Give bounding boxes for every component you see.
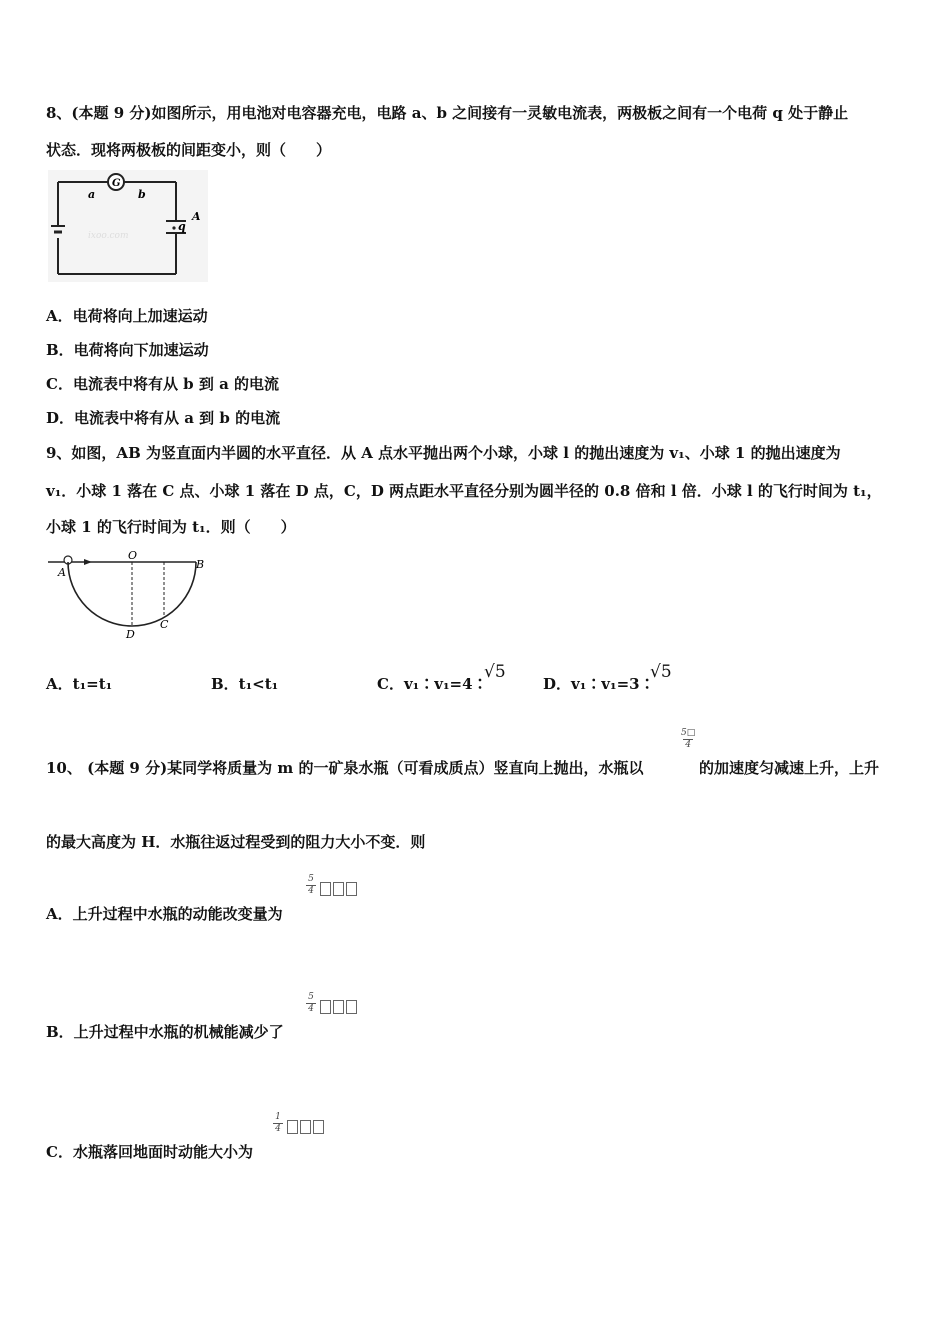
label-O: O xyxy=(128,549,138,562)
q9-stem-line2: v₁．小球 1 落在 C 点、小球 1 落在 D 点，C，D 两点距水平直径分别为圆半径的 0.8 倍和 l 倍．小球 l 的飞行时间为 t₁， xyxy=(46,482,882,500)
q10-option-a: A．上升过程中水瓶的动能改变量为 xyxy=(46,905,283,923)
q10-option-c-fraction xyxy=(273,1112,283,1135)
q10-option-b-den: 4 xyxy=(308,1004,314,1014)
q9-stem-line1: 9、如图，AB 为竖直面内半圆的水平直径．从 A 点水平抛出两个小球，小球 l 的抛出速度为 v₁、小球 1 的抛出速度为 xyxy=(46,444,841,462)
q10-option-c-num: 1 xyxy=(275,1112,281,1122)
q10-option-c: C．水瓶落回地面时动能大小为 xyxy=(46,1143,253,1161)
q10-option-c-placeholder xyxy=(285,1116,324,1135)
label-D: D xyxy=(126,628,135,641)
q8-option-c: C．电流表中将有从 b 到 a 的电流 xyxy=(46,375,280,393)
q8-option-b: B．电荷将向下加速运动 xyxy=(46,341,209,359)
q10-option-b-fraction xyxy=(306,992,316,1015)
q9-option-d: D．v₁∶v₁=3∶ xyxy=(543,675,655,693)
q10-option-a-num: 5 xyxy=(308,874,314,884)
q10-option-c-den: 4 xyxy=(275,1124,281,1134)
q8-stem-line2: 状态．现将两极板的间距变小，则（ ） xyxy=(46,141,332,159)
q9-stem-line3: 小球 1 的飞行时间为 t₁．则（ ） xyxy=(46,518,296,536)
q8-option-a: A．电荷将向上加速运动 xyxy=(46,307,208,325)
q10-stem-line2: 的最大高度为 H．水瓶往返过程受到的阻力大小不变．则 xyxy=(46,833,426,851)
q9-semicircle-figure xyxy=(44,548,214,642)
label-A: A xyxy=(58,566,66,579)
q10-option-a-den: 4 xyxy=(308,886,314,896)
q10-option-b-placeholder xyxy=(318,996,357,1015)
label-A: A xyxy=(192,210,201,223)
q9-option-b: B．t₁<t₁ xyxy=(211,675,279,693)
q8-circuit-figure xyxy=(48,170,208,282)
q8-stem-line1: 8、(本题 9 分)如图所示，用电池对电容器充电，电路 a、b 之间接有一灵敏电流表，两极板之间有一个电荷 q 处于静止 xyxy=(46,104,849,122)
q9-option-c: C．v₁∶v₁=4∶ xyxy=(377,675,488,693)
q9-option-c-sqrt: √5 xyxy=(484,662,506,682)
q10-accel-fraction xyxy=(681,728,695,751)
label-C: C xyxy=(160,618,169,631)
figure-watermark: ixoo.com xyxy=(88,231,129,241)
q10-accel-num: 5□ xyxy=(681,728,696,738)
q10-option-b: B．上升过程中水瓶的机械能减少了 xyxy=(46,1023,284,1041)
label-a: a xyxy=(88,188,96,201)
label-B: B xyxy=(196,558,205,571)
label-q: q xyxy=(178,220,186,233)
q10-option-a-placeholder xyxy=(318,878,357,897)
q10-option-b-num: 5 xyxy=(308,992,314,1002)
q9-option-d-sqrt: √5 xyxy=(650,662,672,682)
label-b: b xyxy=(138,188,146,201)
q9-option-a: A．t₁=t₁ xyxy=(46,675,113,693)
q10-option-a-fraction xyxy=(306,874,316,897)
galvanometer-label: G xyxy=(112,178,121,189)
q10-stem-line1-tail: 的加速度匀减速上升，上升 xyxy=(699,759,880,777)
q10-accel-den: 4 xyxy=(685,740,691,750)
q8-option-d: D．电流表中将有从 a 到 b 的电流 xyxy=(46,409,281,427)
q10-stem-line1: 10、 (本题 9 分)某同学将质量为 m 的一矿泉水瓶（可看成质点）竖直向上抛出，水瓶以 xyxy=(46,759,644,777)
